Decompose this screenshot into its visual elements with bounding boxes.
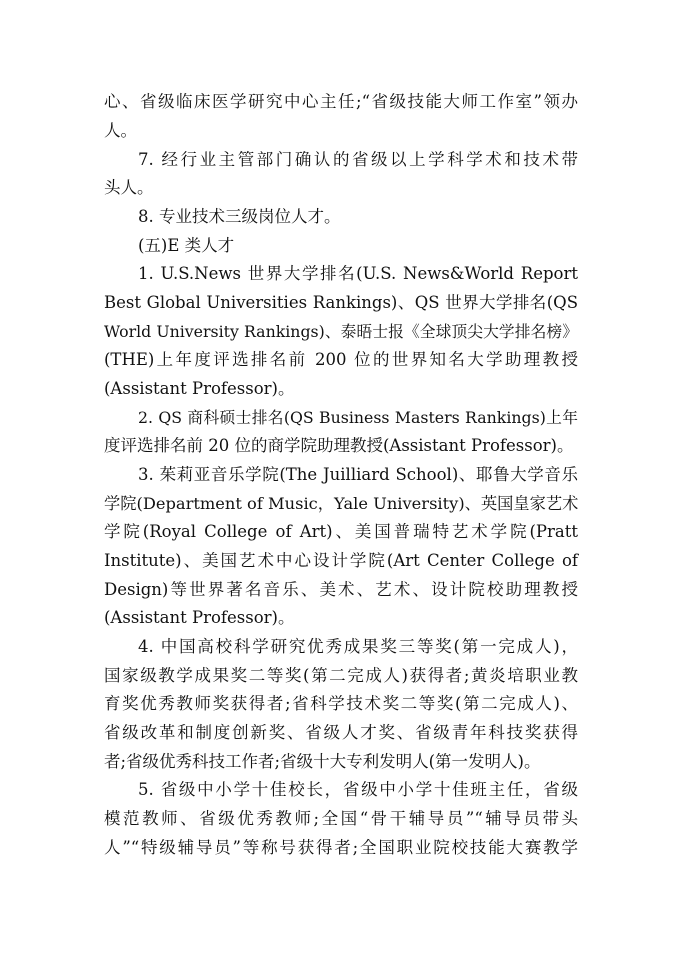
text-line: 7. 经行业主管部门确认的省级以上学科学术和技术带 xyxy=(138,150,578,169)
text-line: 人”“特级辅导员”等称号获得者;全国职业院校技能大赛教学 xyxy=(104,838,578,857)
text-line: 学院(Department of Music，Yale University)、英国皇家艺术 xyxy=(104,494,579,513)
text-line: (Assistant Professor)。 xyxy=(104,608,295,627)
text-line: 3. 茱莉亚音乐学院(The Juilliard School)、耶鲁大学音乐 xyxy=(138,465,578,484)
text-line: (THE)上年度评选排名前 200 位的世界知名大学助理教授 xyxy=(104,350,578,369)
text-line: 4. 中国高校科学研究优秀成果奖三等奖(第一完成人)， xyxy=(138,637,578,656)
text-line: Institute)、美国艺术中心设计学院(Art Center College of xyxy=(104,551,578,570)
section-heading: (五)E 类人才 xyxy=(138,236,235,255)
text-line: 5. 省级中小学十佳校长，省级中小学十佳班主任，省级 xyxy=(138,780,578,799)
text-line: 2. QS 商科硕士排名(QS Business Masters Rankings)上年 xyxy=(138,408,578,427)
text-line: Best Global Universities Rankings)、QS 世界大学排名(QS xyxy=(104,293,578,312)
text-line: 心、省级临床医学研究中心主任;“省级技能大师工作室”领办 xyxy=(104,92,578,111)
text-line: 度评选排名前 20 位的商学院助理教授(Assistant Professor)。 xyxy=(104,436,574,455)
text-line: 模范教师、省级优秀教师;全国“骨干辅导员”“辅导员带头 xyxy=(104,809,578,828)
text-line: World University Rankings)、泰晤士报《全球顶尖大学排名榜》 xyxy=(104,322,578,341)
text-line: Design)等世界著名音乐、美术、艺术、设计院校助理教授 xyxy=(104,580,578,599)
text-line: 者;省级优秀科技工作者;省级十大专利发明人(第一发明人)。 xyxy=(104,752,541,771)
text-line: (Assistant Professor)。 xyxy=(104,379,295,398)
text-line: 育奖优秀教师奖获得者;省科学技术奖二等奖(第二完成人)、 xyxy=(104,694,578,713)
text-line: 人。 xyxy=(104,121,137,140)
text-line: 8. 专业技术三级岗位人才。 xyxy=(138,207,341,226)
text-line: 省级改革和制度创新奖、省级人才奖、省级青年科技奖获得 xyxy=(104,723,578,742)
text-line: 国家级教学成果奖二等奖(第二完成人)获得者;黄炎培职业教 xyxy=(104,666,578,685)
text-line: 1. U.S.News 世界大学排名(U.S. News&World Report xyxy=(138,264,578,283)
text-line: 头人。 xyxy=(104,178,154,197)
text-line: 学院(Royal College of Art)、美国普瑞特艺术学院(Pratt xyxy=(104,522,578,541)
